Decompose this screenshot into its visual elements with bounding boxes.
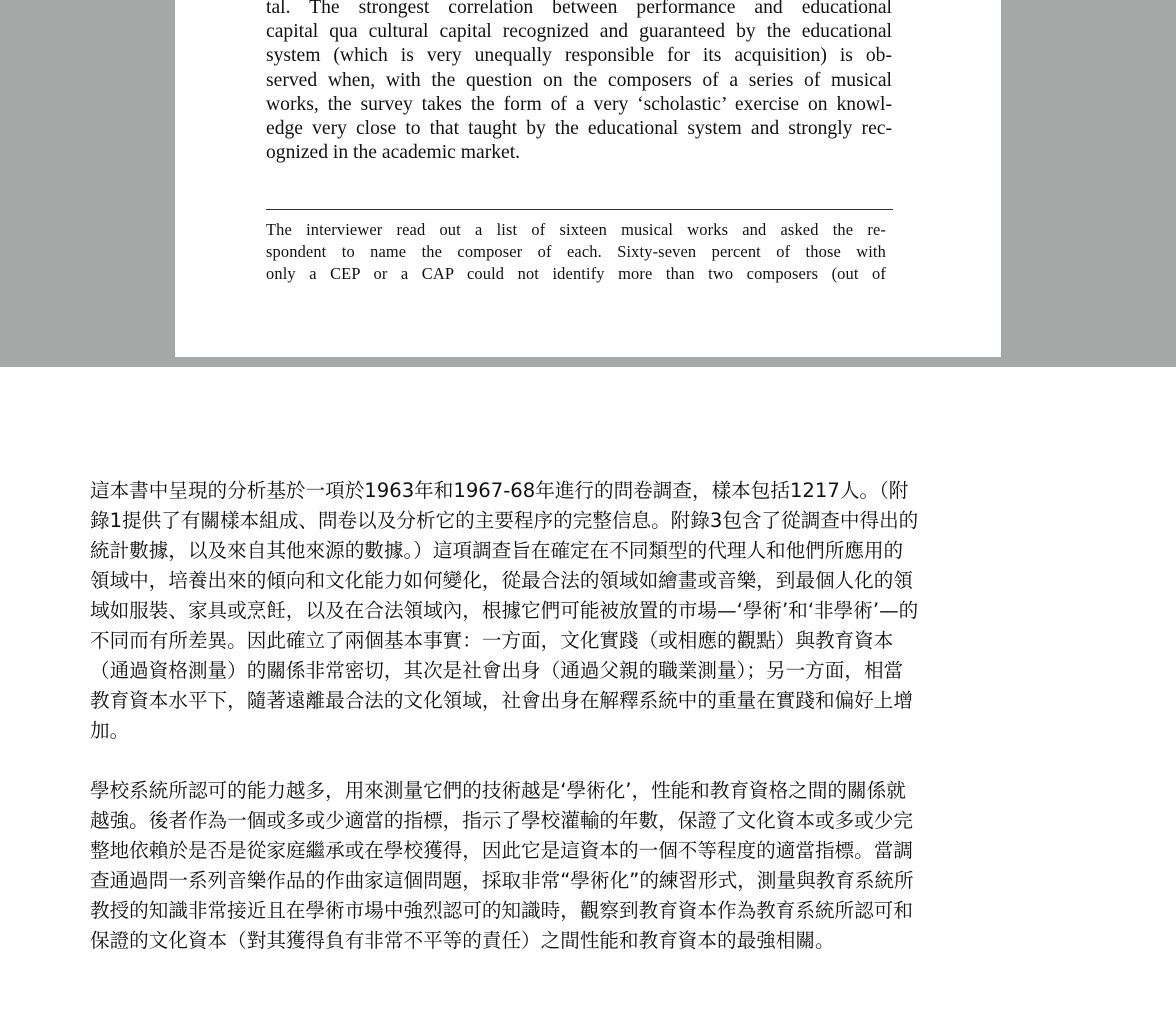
translation-line: 域如服裝、家具或烹飪，以及在合法領域內，根據它們可能被放置的市場—‘學術’和‘非學術’—的 [90, 599, 919, 622]
translation-line: 教授的知識非常接近且在學術市場中強烈認可的知識時，觀察到教育資本作為教育系統所認可和 [90, 899, 913, 922]
translation-paragraph-2 [90, 776, 1110, 956]
footnote-line: only a CEP or a CAP could not identify more than two composers (out of [266, 264, 886, 283]
scanned-book-page [175, 0, 1001, 357]
scan-text-line: tal. The strongest correlation between performance and educational [266, 0, 892, 18]
scan-text-line: works, the survey takes the form of a very ‘scholastic’ exercise on knowl- [266, 93, 892, 115]
scan-text-line: capital qua cultural capital recognized and guaranteed by the educational [266, 21, 892, 43]
translation-line: 統計數據，以及來自其他來源的數據。）這項調查旨在確定在不同類型的代理人和他們所應用的 [90, 539, 904, 562]
scan-text-line: ognized in the academic market. [266, 142, 521, 164]
translation-line: 查通過問一系列音樂作品的作曲家這個問題，採取非常“學術化”的練習形式，測量與教育系統所 [90, 869, 914, 892]
footnote-line: spondent to name the composer of each. Sixty-seven percent of those with [266, 242, 886, 261]
translation-line: 加。 [90, 719, 130, 742]
translation-line: 學校系統所認可的能力越多，用來測量它們的技術越是‘學術化’，性能和教育資格之間的關係就 [90, 779, 906, 802]
translation-line: （通過資格測量）的關係非常密切，其次是社會出身（通過父親的職業測量）；另一方面，相當 [90, 659, 904, 682]
scan-body-text [266, 0, 892, 165]
translation-line: 越強。後者作為一個或多或少適當的指標，指示了學校灌輸的年數，保證了文化資本或多或少完 [90, 809, 913, 832]
footnote-line: The interviewer read out a list of sixteen musical works and asked the re- [266, 220, 886, 239]
translation-line: 教育資本水平下，隨著遠離最合法的文化領域，社會出身在解釋系統中的重量在實踐和偏好上增 [90, 689, 913, 712]
translation-line: 不同而有所差異。因此確立了兩個基本事實：一方面，文化實踐（或相應的觀點）與教育資本 [90, 629, 894, 652]
scan-footnote [266, 219, 886, 285]
scan-text-line: system (which is very unequally responsible for its acquisition) is ob- [266, 45, 892, 67]
translation-line: 領域中，培養出來的傾向和文化能力如何變化，從最合法的領域如繪畫或音樂，到最個人化的領 [90, 569, 913, 592]
scan-text-line: edge very close to that taught by the educational system and strongly rec- [266, 117, 892, 139]
translation-line: 整地依賴於是否是從家庭繼承或在學校獲得，因此它是這資本的一個不等程度的適當指標。當調 [90, 839, 913, 862]
translation-line: 錄1提供了有關樣本組成、問卷以及分析它的主要程序的完整信息。附錄3包含了從調查中得出的 [90, 509, 919, 532]
footnote-divider [266, 209, 893, 210]
translation-line: 保證的文化資本（對其獲得負有非常不平等的責任）之間性能和教育資本的最強相關。 [90, 929, 835, 952]
translation-line: 這本書中呈現的分析基於一項於1963年和1967-68年進行的問卷調查，樣本包括1217人。（附 [90, 479, 909, 502]
translation-paragraph-1 [90, 476, 1110, 746]
scanned-page-background [0, 0, 1176, 367]
scan-text-line: served when, with the question on the composers of a series of musical [266, 69, 892, 91]
